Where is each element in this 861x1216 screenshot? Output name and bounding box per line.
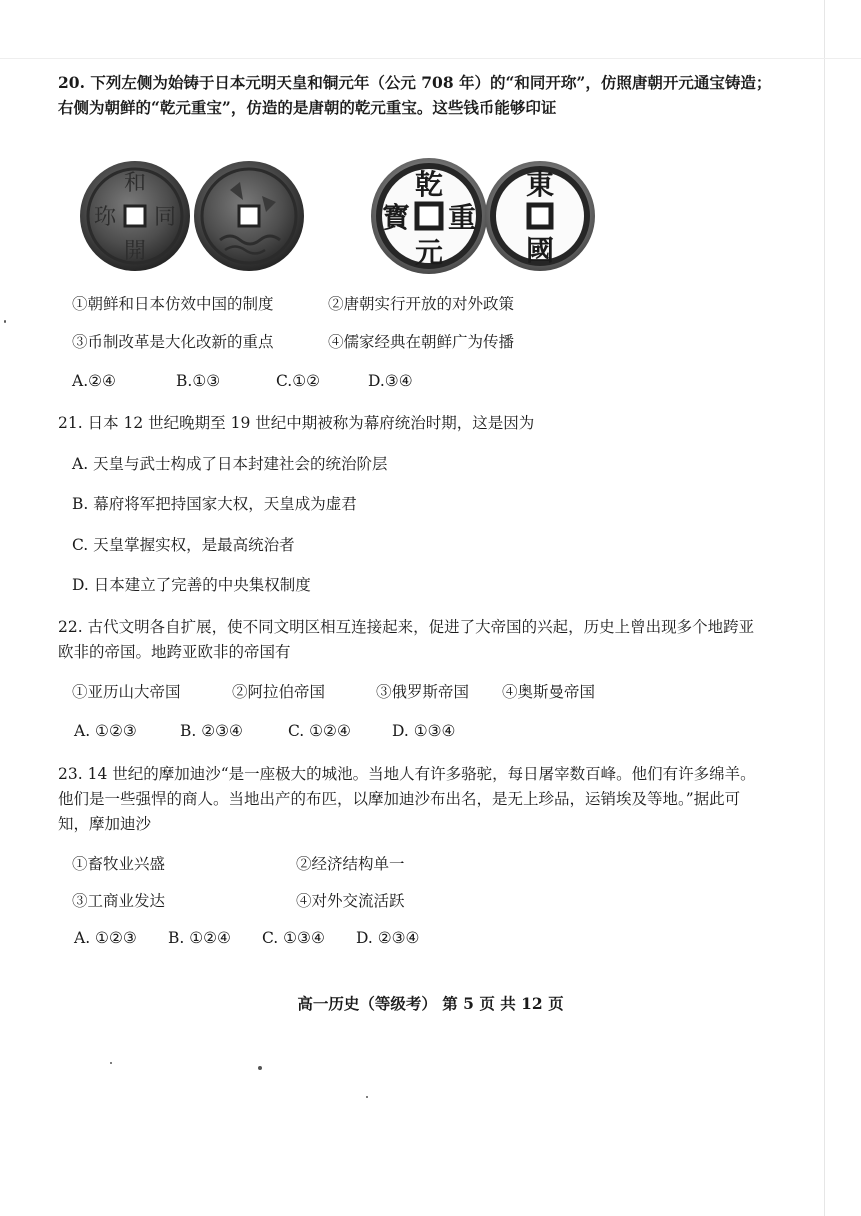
page-edge-line <box>824 0 825 1216</box>
q21-option-b: B. 幕府将军把持国家大权，天皇成为虚君 <box>72 495 357 513</box>
q22-stem-line-1: 22. 古代文明各自扩展，使不同文明区相互连接起来，促进了大帝国的兴起，历史上曾出现多个地跨亚 <box>58 618 755 636</box>
q23-option-b: B. ①②④ <box>168 929 231 947</box>
q23-option-a: A. ①②③ <box>74 929 137 947</box>
q23-item-3: ③工商业发达 <box>72 892 166 910</box>
coin4-char-top: 東 <box>525 168 555 201</box>
scan-speck <box>258 1066 262 1070</box>
q23-item-4: ④对外交流活跃 <box>296 892 405 910</box>
q20-option-d: D.③④ <box>368 372 413 390</box>
q20-option-a: A.②④ <box>72 372 116 390</box>
q22-option-d: D. ①③④ <box>392 722 456 740</box>
q20-option-b: B.①③ <box>176 372 221 390</box>
q20-item-1: ①朝鲜和日本仿效中国的制度 <box>72 295 274 313</box>
coin3-char-bottom: 元 <box>414 236 444 269</box>
q20-item-3: ③币制改革是大化改新的重点 <box>72 333 274 351</box>
coin3-char-left: 寳 <box>381 201 411 234</box>
coin1-char-top: 和 <box>123 171 147 196</box>
coin1-char-right: 同 <box>153 205 177 230</box>
q22-option-a: A. ①②③ <box>74 722 137 740</box>
q20-option-c: C.①② <box>276 372 321 390</box>
coin3-char-top: 乾 <box>414 168 444 201</box>
q23-item-1: ①畜牧业兴盛 <box>72 855 166 873</box>
page-footer: 高一历史（等级考） 第 5 页 共 12 页 <box>297 994 564 1013</box>
q22-item-3: ③俄罗斯帝国 <box>376 683 470 701</box>
q23-option-c: C. ①③④ <box>262 929 325 947</box>
q22-option-b: B. ②③④ <box>180 722 243 740</box>
q23-item-2: ②经济结构单一 <box>296 855 405 873</box>
coin1-char-left: 珎 <box>93 205 117 230</box>
japanese-coin-obverse-icon <box>80 161 190 271</box>
q22-stem-line-2: 欧非的帝国。地跨亚欧非的帝国有 <box>58 643 291 661</box>
scan-speck <box>366 1096 368 1098</box>
korean-coin-obverse-icon <box>371 158 487 274</box>
q21-option-d: D. 日本建立了完善的中央集权制度 <box>72 576 311 594</box>
q23-stem-line-3: 知，摩加迪沙 <box>58 815 152 833</box>
q22-item-4: ④奥斯曼帝国 <box>502 683 596 701</box>
q22-item-1: ①亚历山大帝国 <box>72 683 181 701</box>
coin1-char-bottom: 開 <box>123 239 147 264</box>
q20-item-4: ④儒家经典在朝鲜广为传播 <box>328 333 515 351</box>
q21-option-a: A. 天皇与武士构成了日本封建社会的统治阶层 <box>72 455 388 473</box>
coin-images <box>80 152 600 280</box>
page-top-line <box>0 58 861 59</box>
japanese-coin-reverse-icon <box>194 161 304 271</box>
q21-stem: 21. 日本 12 世纪晚期至 19 世纪中期被称为幕府统治时期，这是因为 <box>58 414 535 432</box>
scan-speck <box>110 1062 112 1064</box>
q20-item-2: ②唐朝实行开放的对外政策 <box>328 295 515 313</box>
scan-speck <box>4 320 6 323</box>
q22-item-2: ②阿拉伯帝国 <box>232 683 326 701</box>
q23-option-d: D. ②③④ <box>356 929 420 947</box>
korean-coin-reverse-icon <box>485 161 595 271</box>
q21-option-c: C. 天皇掌握实权，是最高统治者 <box>72 536 295 554</box>
q22-option-c: C. ①②④ <box>288 722 351 740</box>
coin4-char-bottom: 國 <box>525 234 555 267</box>
q23-stem-line-1: 23. 14 世纪的摩加迪沙“是一座极大的城池。当地人有许多骆驼，每日屠宰数百峰。他们有许多绵羊。 <box>58 765 756 783</box>
coin3-char-right: 重 <box>447 201 477 234</box>
q23-stem-line-2: 他们是一些强悍的商人。当地出产的布匹，以摩加迪沙布出名，是无上珍品，运销埃及等地。”据此可 <box>58 790 741 808</box>
q20-stem-line-2: 右侧为朝鲜的“乾元重宝”，仿造的是唐朝的乾元重宝。这些钱币能够印证 <box>58 98 557 117</box>
q20-stem-line-1: 20. 下列左侧为始铸于日本元明天皇和铜元年（公元 708 年）的“和同开珎”，仿照唐朝开元通宝铸造； <box>58 73 772 92</box>
